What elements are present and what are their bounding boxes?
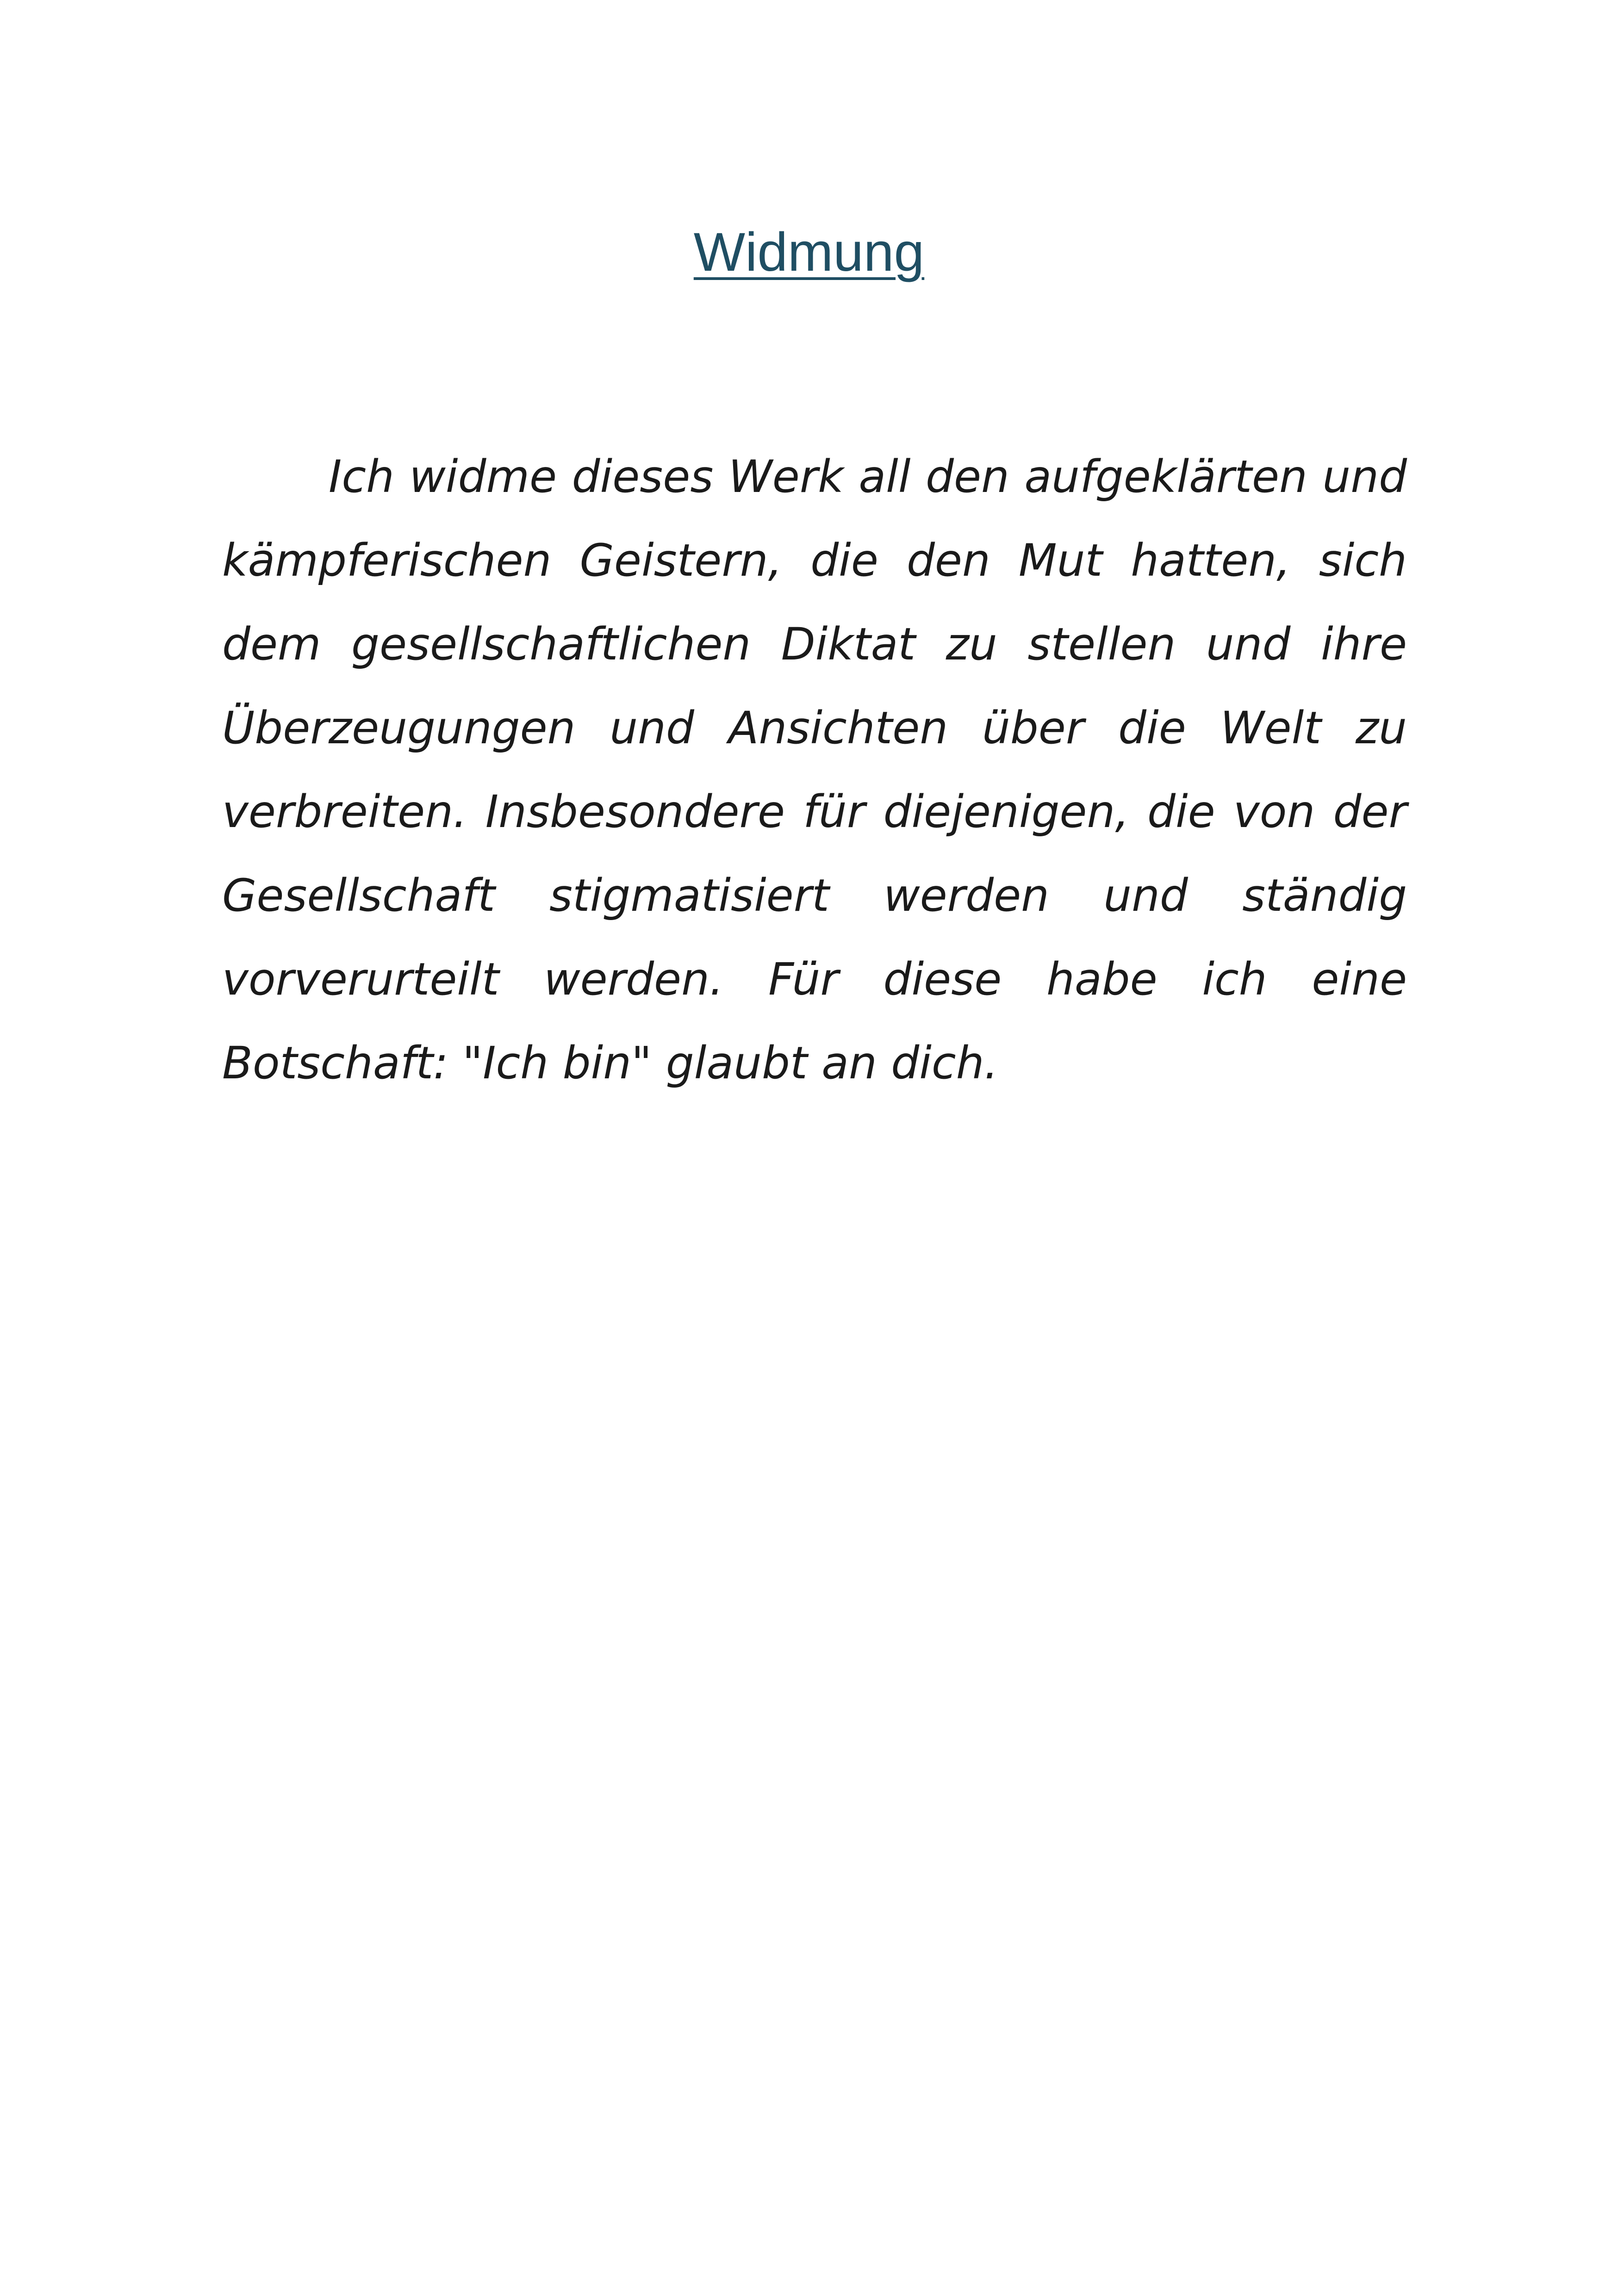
dedication-paragraph: Ich widme dieses Werk all den aufgeklärten und kämpferischen Geistern, die den Mut hatten, sich dem gesellschaftlichen Diktat zu stellen und ihre Überzeugungen und Ansichten über die Welt zu verbreiten. Insbesondere für diejenigen, die von der Gesellschaft stigmatisiert werden und ständig vorverurteilt werden. Für diese habe ich eine Botschaft: "Ich bin" glaubt an dich. [222, 451, 1407, 1089]
page-title: Widmung [693, 222, 925, 283]
